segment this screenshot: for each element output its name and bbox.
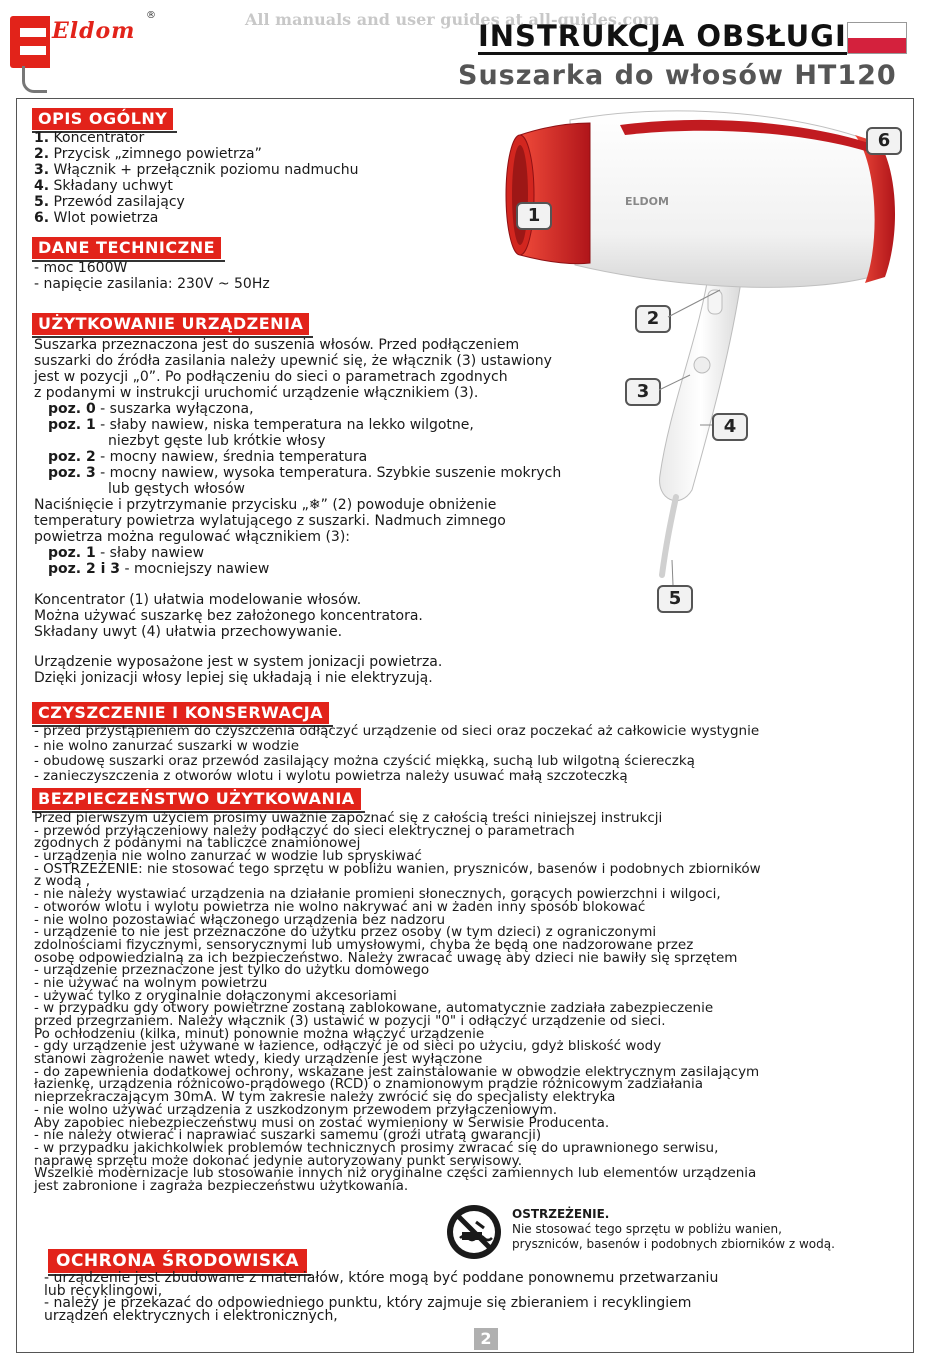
position-line: poz. 0 - suszarka wyłączona,	[48, 401, 254, 417]
dryer-brand-label: ELDOM	[625, 195, 669, 208]
page-subtitle: Suszarka do włosów HT120	[458, 60, 897, 91]
callout-4: 4	[712, 413, 748, 441]
section-heading-opis: OPIS OGÓLNY	[32, 108, 173, 130]
callout-3: 3	[625, 378, 661, 406]
warning-title: OSTRZEŻENIE.	[512, 1207, 610, 1221]
frame-bottom-border	[16, 1352, 914, 1353]
position-line: lub gęstych włosów	[108, 481, 245, 497]
concentrator-paragraph: Koncentrator (1) ułatwia modelowanie włosów. Można używać suszarkę bez założonego koncentratora. Składany uwyt (4) ułatwia przechowywanie.	[34, 592, 423, 640]
section-heading-czyszczenie: CZYSZCZENIE I KONSERWACJA	[32, 702, 329, 724]
section-heading-ochrona: OCHRONA ŚRODOWISKA	[48, 1249, 307, 1273]
list-item: 3. Włącznik + przełącznik poziomu nadmuchu	[34, 162, 359, 178]
ochrona-list: - urządzenie jest zbudowane z materiałów, które mogą być poddane ponownemu przetwarzaniu lub recyklingowi, - należy je przekazać do odpowiedniego punktu, który zajmuje się zbieraniem i recyklingiem urządzeń elektrycznych i elektronicznych,	[44, 1270, 719, 1324]
section-heading-bezpieczenstwo: BEZPIECZEŃSTWO UŻYTKOWANIA	[32, 788, 361, 810]
registered-mark: ®	[146, 10, 156, 21]
warning-text: Nie stosować tego sprzętu w pobliżu wanien, pryszniców, basenów i podobnych zbiorników z wodą.	[512, 1222, 835, 1251]
section-heading-dane: DANE TECHNICZNE	[32, 237, 221, 259]
spec-line: - napięcie zasilania: 230V ~ 50Hz	[34, 276, 270, 292]
brand-logo: Eldom	[52, 18, 136, 44]
page-title: INSTRUKCJA OBSŁUGI	[478, 19, 847, 53]
list-item: 5. Przewód zasilający	[34, 194, 185, 210]
callout-6: 6	[866, 127, 902, 155]
position-line: niezbyt gęste lub krótkie włosy	[108, 433, 326, 449]
bezpieczenstwo-list: Przed pierwszym użyciem prosimy uważnie zapoznać się z całością treści niniejszej instrukcji - przewód przyłączeniowy należy podłączyć do sieci elektrycznej o parametrach zgodnych z podanymi na tabliczce znamionowej - urządzenia nie wolno zanurzać w wodzie lub spryskiwać - OSTRZEŻENIE: nie stosować tego sprzętu w pobliżu wanien, pryszniców, basenów i podobnych zbiorników z wodą , - nie należy wystawiać urządzenia na działanie promieni słonecznych, gorących powierzchni i wilgoci, - otworów wlotu i wylotu powietrza nie wolno nakrywać ani w żaden inny sposób blokować - nie wolno pozostawiać włączonego urządzenia bez nadzoru - urządzenie to nie jest przeznaczone do użytku przez osoby (w tym dzieci) z ograniczonymi zdolnościami fizycznymi, sensorycznymi lub umysłowymi, chyba że będą one nadzorowane przez osobę odpowiedzialną za ich bezpieczeństwo. Należy zwracać uwagę aby dzieci nie bawiły się sprzętem - urządzenie przeznaczone jest tylko do użytku domowego - nie używać na wolnym powietrzu - używać tylko z oryginalnie dołączonymi akcesoriami - w przypadku gdy otwory powietrzne zostaną zablokowane, automatycznie zadziała zabezpieczenie przed przegrzaniem. Należy włącznik (3) ustawić w pozycji "0" i odłączyć urządzenie od sieci. Po ochłodzeniu (kilka, minut) ponownie można włączyć urządzenie - gdy urządzenie jest używane w łazience, odłączyć je od sieci po użyciu, gdyż bliskość wody stanowi zagrożenie nawet wtedy, kiedy urządzenie jest wyłączone - do zapewnienia dodatkowej ochrony, wskazane jest zainstalowanie w obwodzie elektrycznym zasilającym łazienkę, urządzenia różnicowo-prądowego (RCD) o znamionowym prądzie różnicowym zadziałania nieprzekraczającym 30mA. W tym zakresie należy zwrócić się do specjalisty elektryka - nie wolno używać urządzenia z uszkodzonym przewodem przyłączeniowym. Aby zapobiec niebezpieczeństwu musi on zostać wymieniony w Serwisie Producenta. - nie należy otwierać i naprawiać suszarki samemu (groźi utratą gwarancji) - w przypadku jakichkolwiek problemów technicznych prosimy zwracać się do uprawnionego serwisu, naprawę sprzętu może dokonać jedynie autoryzowany punkt serwisowy. Wszelkie modernizacje lub stosowanie innych niż oryginalne części zamiennych lub elementów urządzenia jest zabronione i zagraża bezpieczeństwu użytkowania.	[34, 810, 761, 1194]
list-item: 2. Przycisk „zimnego powietrza”	[34, 146, 262, 162]
spec-line: - moc 1600W	[34, 260, 128, 276]
position-line: poz. 3 - mocny nawiew, wysoka temperatura. Szybkie suszenie mokrych	[48, 465, 562, 481]
dane-list	[34, 260, 270, 292]
no-water-warning-icon	[446, 1204, 502, 1260]
position-line: poz. 1 - słaby nawiew, niska temperatura na lekko wilgotne,	[48, 417, 474, 433]
position-line: poz. 1 - słaby nawiew	[48, 545, 205, 561]
watermark: All manuals and user guides at all-guides.com	[245, 10, 660, 29]
uzytkowanie-body: Suszarka przeznaczona jest do suszenia włosów. Przed podłączeniem suszarki do źródła zasilania należy upewnić się, że włącznik (3) ustawiony jest w pozycji „0”. Po podłączeniu do sieci o parametrach zgodnych z podanymi w instrukcji uruchomić urządzenie włącznikiem (3). poz. 0 - suszarka wyłączona, poz. 1 - słaby nawiew, niska temperatura na lekko wilgotne, niezbyt gęste lub krótkie włosy poz. 2 - mocny nawiew, średnia temperatura poz. 3 - mocny nawiew, wysoka temperatura. Szybkie suszenie mokrych lub gęstych włosów Naciśnięcie i przytrzymanie przycisku „❄” (2) powoduje obniżenie temperatury powietrza wylatującego z suszarki. Nadmuch zimnego powietrza można regulować włącznikiem (3): poz. 1 - słaby nawiew poz. 2 i 3 - mocniejszy nawiew	[34, 337, 562, 577]
page-number: 2	[474, 1328, 498, 1350]
czyszczenie-list: - przed przystąpieniem do czyszczenia odłączyć urządzenie od sieci oraz poczekać aż całkowicie wystygnie - nie wolno zanurzać suszarki w wodzie - obudowę suszarki oraz przewód zasilający można czyścić miękką, suchą lub wilgotną ściereczką - zanieczyszczenia z otworów wlotu i wylotu powietrza należy usuwać małą szczoteczką	[34, 723, 760, 784]
opis-list	[34, 130, 359, 226]
list-item: 6. Wlot powietrza	[34, 210, 159, 226]
list-item: 4. Składany uchwyt	[34, 178, 173, 194]
position-line: poz. 2 - mocny nawiew, średnia temperatura	[48, 449, 368, 465]
position-line: poz. 2 i 3 - mocniejszy nawiew	[48, 561, 270, 577]
section-heading-uzytkowanie: UŻYTKOWANIE URZĄDZENIA	[32, 313, 309, 335]
callout-5: 5	[657, 585, 693, 613]
callout-2: 2	[635, 305, 671, 333]
callout-1: 1	[516, 202, 552, 230]
ionization-paragraph: Urządzenie wyposażone jest w system jonizacji powietrza. Dzięki jonizacji włosy lepiej się układają i nie elektryzują.	[34, 654, 443, 686]
list-item: 1. Koncentrator	[34, 130, 145, 146]
